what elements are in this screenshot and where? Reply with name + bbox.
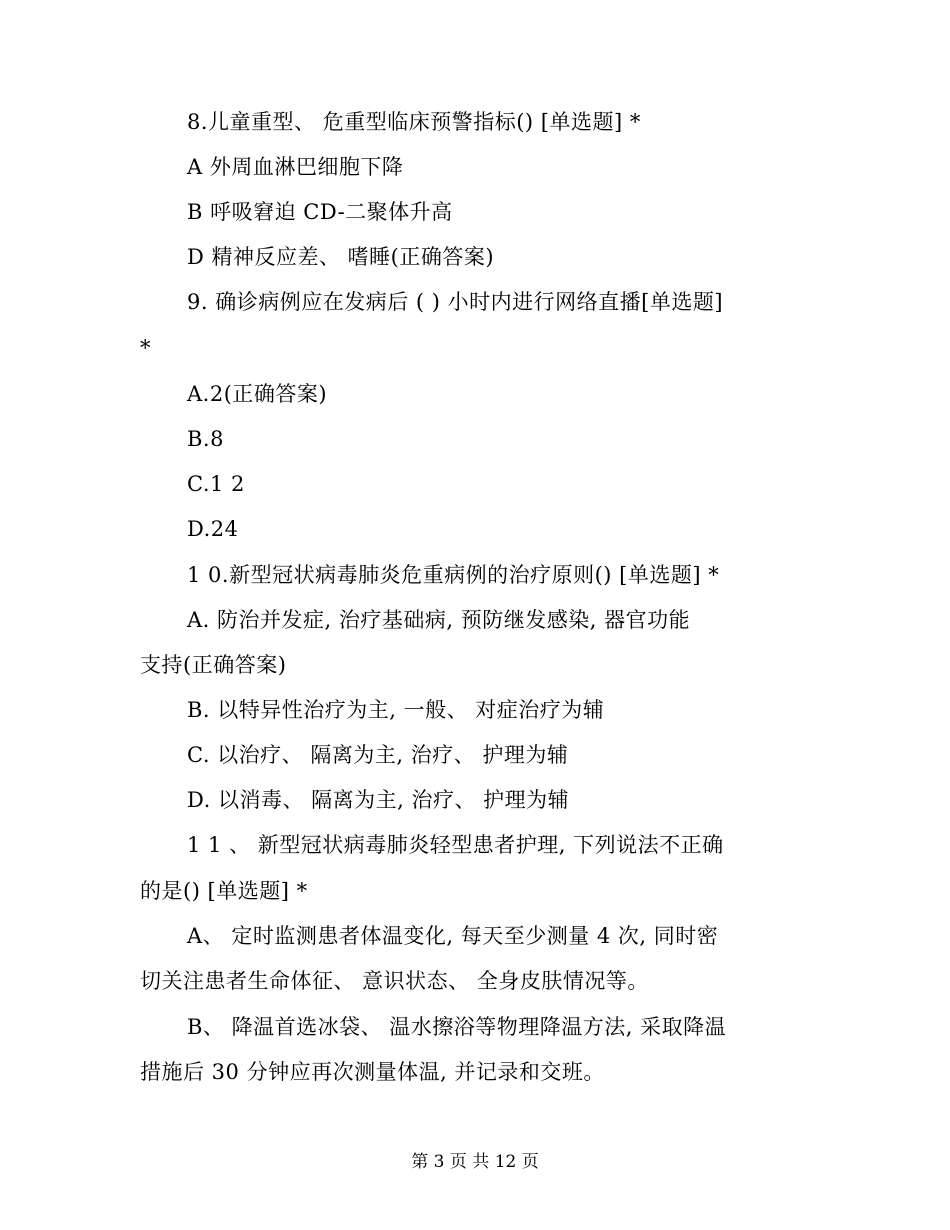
question-8-title: 8.儿童重型、 危重型临床预警指标() [单选题] * xyxy=(187,110,641,134)
question-9-option-c: C.1 2 xyxy=(187,472,245,496)
question-10-option-d: D. 以消毒、 隔离为主, 治疗、 护理为辅 xyxy=(187,788,570,812)
question-9-option-a: A.2(正确答案) xyxy=(187,382,328,406)
question-8-option-a: A 外周血淋巴细胞下降 xyxy=(187,155,404,179)
question-11-option-a-continued: 切关注患者生命体征、 意识状态、 全身皮肤情况等。 xyxy=(140,969,649,993)
question-10-option-a-continued: 支持(正确答案) xyxy=(140,653,287,677)
question-9-title: 9. 确诊病例应在发病后 ( ) 小时内进行网络直播[单选题] xyxy=(187,290,724,314)
question-11-option-a: A、 定时监测患者体温变化, 每天至少测量 4 次, 同时密 xyxy=(187,924,719,948)
question-9-option-b: B.8 xyxy=(187,427,224,451)
question-11-option-b: B、 降温首选冰袋、 温水擦浴等物理降温方法, 采取降温 xyxy=(187,1015,727,1039)
question-11-title-continued: 的是() [单选题] * xyxy=(140,879,308,903)
question-10-option-c: C. 以治疗、 隔离为主, 治疗、 护理为辅 xyxy=(187,743,569,767)
question-10-title: 1 0.新型冠状病毒肺炎危重病例的治疗原则() [单选题] * xyxy=(187,563,720,587)
question-9-title-continued: * xyxy=(140,336,151,360)
question-8-option-d: D 精神反应差、 嗜睡(正确答案) xyxy=(187,245,495,269)
question-10-option-a: A. 防治并发症, 治疗基础病, 预防继发感染, 器官功能 xyxy=(187,608,691,632)
question-9-option-d: D.24 xyxy=(187,517,239,541)
question-11-title: 1 1 、 新型冠状病毒肺炎轻型患者护理, 下列说法不正确 xyxy=(187,833,724,857)
question-11-option-b-continued: 措施后 30 分钟应再次测量体温, 并记录和交班。 xyxy=(140,1060,605,1084)
question-8-option-b: B 呼吸窘迫 CD-二聚体升高 xyxy=(187,200,453,224)
question-10-option-b: B. 以特异性治疗为主, 一般、 对症治疗为辅 xyxy=(187,698,605,722)
page-number-footer: 第 3 页 共 12 页 xyxy=(411,1152,539,1172)
